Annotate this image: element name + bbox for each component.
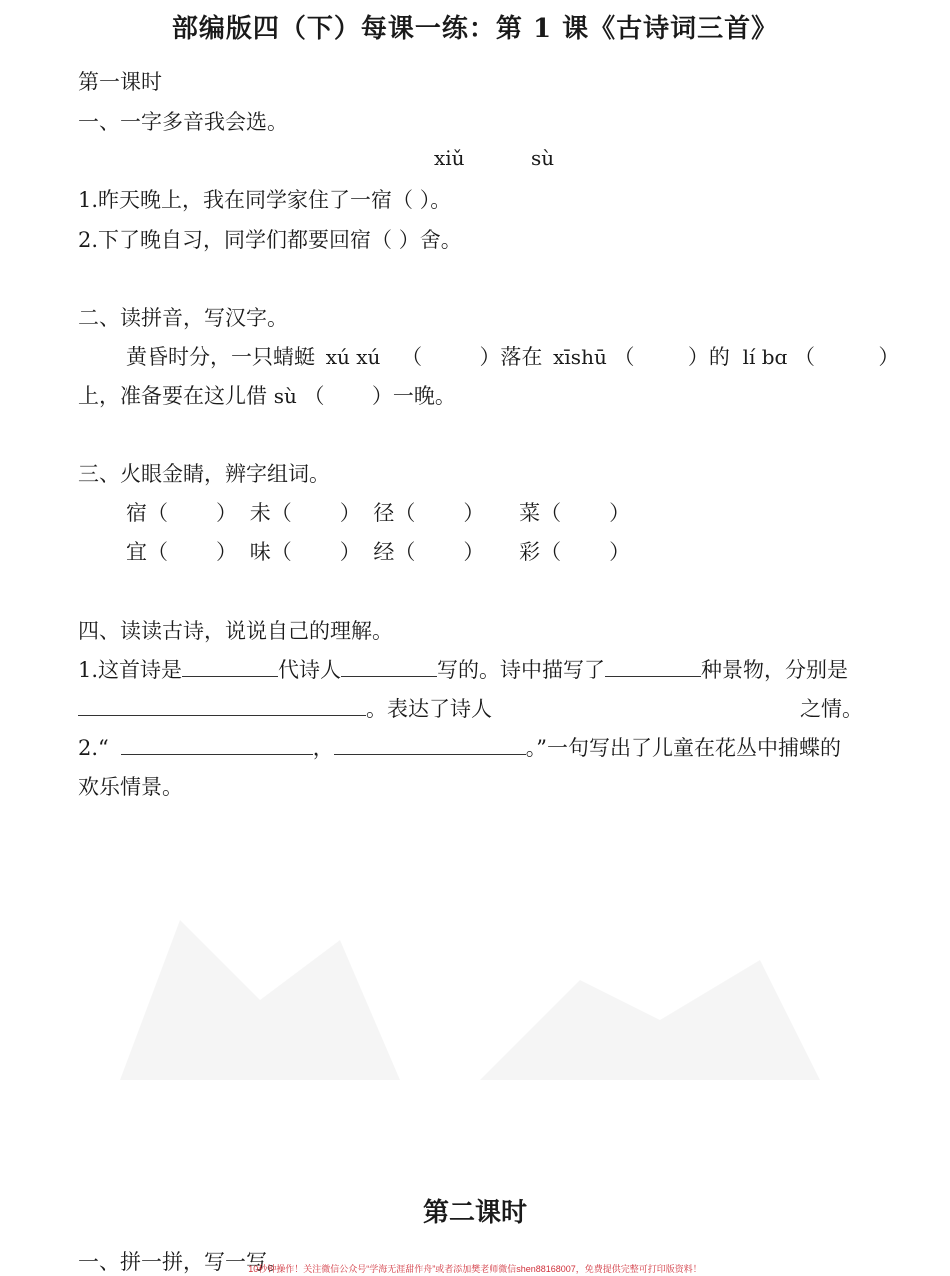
section-3-heading: 三、火眼金睛，辨字组词。 <box>78 462 330 486</box>
char-item <box>373 540 491 564</box>
paren-open: （ <box>270 501 292 525</box>
text-segment: ）一晚。 <box>371 384 456 408</box>
paren-close: ） <box>339 501 361 525</box>
answer-blank[interactable] <box>182 654 278 677</box>
paren-open: （ <box>394 501 416 525</box>
text-segment: 1.这首诗是 <box>78 658 183 682</box>
char: 径 <box>373 501 395 525</box>
section-4-question-2-line-1 <box>78 732 841 762</box>
answer-blank[interactable] <box>341 654 437 677</box>
paren-close: ） <box>609 540 631 564</box>
pinyin-su-2: sù <box>273 384 297 408</box>
paren-open: （ <box>540 501 562 525</box>
pinyin-xuxu: xú xú <box>325 345 381 369</box>
char-group-row-2 <box>126 536 630 566</box>
section-4-question-1-line-2 <box>78 693 492 723</box>
paren-close: ） <box>463 540 485 564</box>
paren-close: ） <box>463 501 485 525</box>
char: 宿 <box>126 501 147 525</box>
char: 彩 <box>519 540 541 564</box>
char: 味 <box>249 540 271 564</box>
pinyin-xishu: xīshū <box>553 345 607 369</box>
section-1-heading: 一、一字多音我会选。 <box>78 110 288 134</box>
text-segment: 代诗人 <box>278 658 342 682</box>
char: 经 <box>373 540 395 564</box>
char: 宜 <box>126 540 147 564</box>
pinyin-xiu: xiǔ <box>434 146 465 170</box>
section-2-heading: 二、读拼音，写汉字。 <box>78 306 288 330</box>
paren-open: （ <box>147 540 168 564</box>
char-item <box>519 501 630 525</box>
section-5-heading: 一、拼一拼，写一写。 <box>78 1250 288 1274</box>
paren-open: （ <box>794 345 816 369</box>
lesson-2-heading: 第二课时 <box>422 1198 527 1228</box>
answer-blank[interactable] <box>605 654 701 677</box>
text-segment: ） <box>878 345 900 369</box>
section-4-question-1-line-1 <box>78 654 848 684</box>
paren-close: ） <box>216 540 237 564</box>
answer-blank[interactable] <box>334 732 526 755</box>
section-1-question-2: 2.下了晚自习，同学们都要回宿（ ）舍。 <box>78 228 462 252</box>
text-segment: ， <box>312 736 334 760</box>
paren-open: （ <box>540 540 562 564</box>
section-4-question-2-line-2: 欢乐情景。 <box>78 775 183 799</box>
text-segment: 写的。诗中描写了 <box>437 658 606 682</box>
pinyin-liba: lí bɑ <box>742 345 788 369</box>
text-segment: 。表达了诗人 <box>366 697 492 721</box>
section-1-question-1: 1.昨天晚上，我在同学家住了一宿（ ）。 <box>78 188 452 212</box>
section-2-line-1 <box>126 341 899 371</box>
faint-watermark-artwork <box>60 880 860 1100</box>
text-segment: ）落在 <box>479 345 543 369</box>
answer-blank[interactable] <box>121 732 313 755</box>
paren-open: （ <box>303 384 325 408</box>
lesson-1-heading: 第一课时 <box>78 70 162 94</box>
text-segment: 上，准备要在这儿借 <box>78 384 267 408</box>
answer-blank[interactable] <box>78 693 366 716</box>
char-group-row-1 <box>126 497 630 527</box>
footer-promo-text: 10秒钟操作！关注微信公众号“学海无涯甜作舟”或者添加樊老师微信shen88168007，免费提供完整可打印版资料！ <box>248 1264 702 1274</box>
section-4-question-1-tail: 之情。 <box>800 697 863 721</box>
paren-open: （ <box>147 501 168 525</box>
paren-close: ） <box>339 540 361 564</box>
char-item <box>126 540 244 564</box>
char: 菜 <box>519 501 541 525</box>
text-segment: 黄昏时分，一只蜻蜓 <box>126 345 315 369</box>
paren-close: ） <box>216 501 237 525</box>
char: 未 <box>249 501 271 525</box>
text-segment: ）的 <box>687 345 730 369</box>
watermark-shape <box>120 920 400 1080</box>
paren-open: （ <box>270 540 292 564</box>
section-4-heading: 四、读读古诗，说说自己的理解。 <box>78 619 393 643</box>
char-item <box>519 540 630 564</box>
text-segment: 种景物，分别是 <box>701 658 849 682</box>
char-item <box>250 540 368 564</box>
text-segment: 。”一句写出了儿童在花丛中捕蝶的 <box>525 736 842 760</box>
section-2-line-2 <box>78 380 456 410</box>
paren-close: ） <box>609 501 631 525</box>
char-item <box>250 501 368 525</box>
char-item <box>126 501 244 525</box>
pinyin-su: sù <box>531 146 555 170</box>
page-title: 部编版四（下）每课一练：第 1 课《古诗词三首》 <box>171 14 779 44</box>
paren-open: （ <box>401 345 423 369</box>
watermark-shape <box>480 960 820 1080</box>
text-segment: 2.“ <box>78 736 109 760</box>
paren-open: （ <box>613 345 635 369</box>
char-item <box>373 501 491 525</box>
paren-open: （ <box>394 540 416 564</box>
